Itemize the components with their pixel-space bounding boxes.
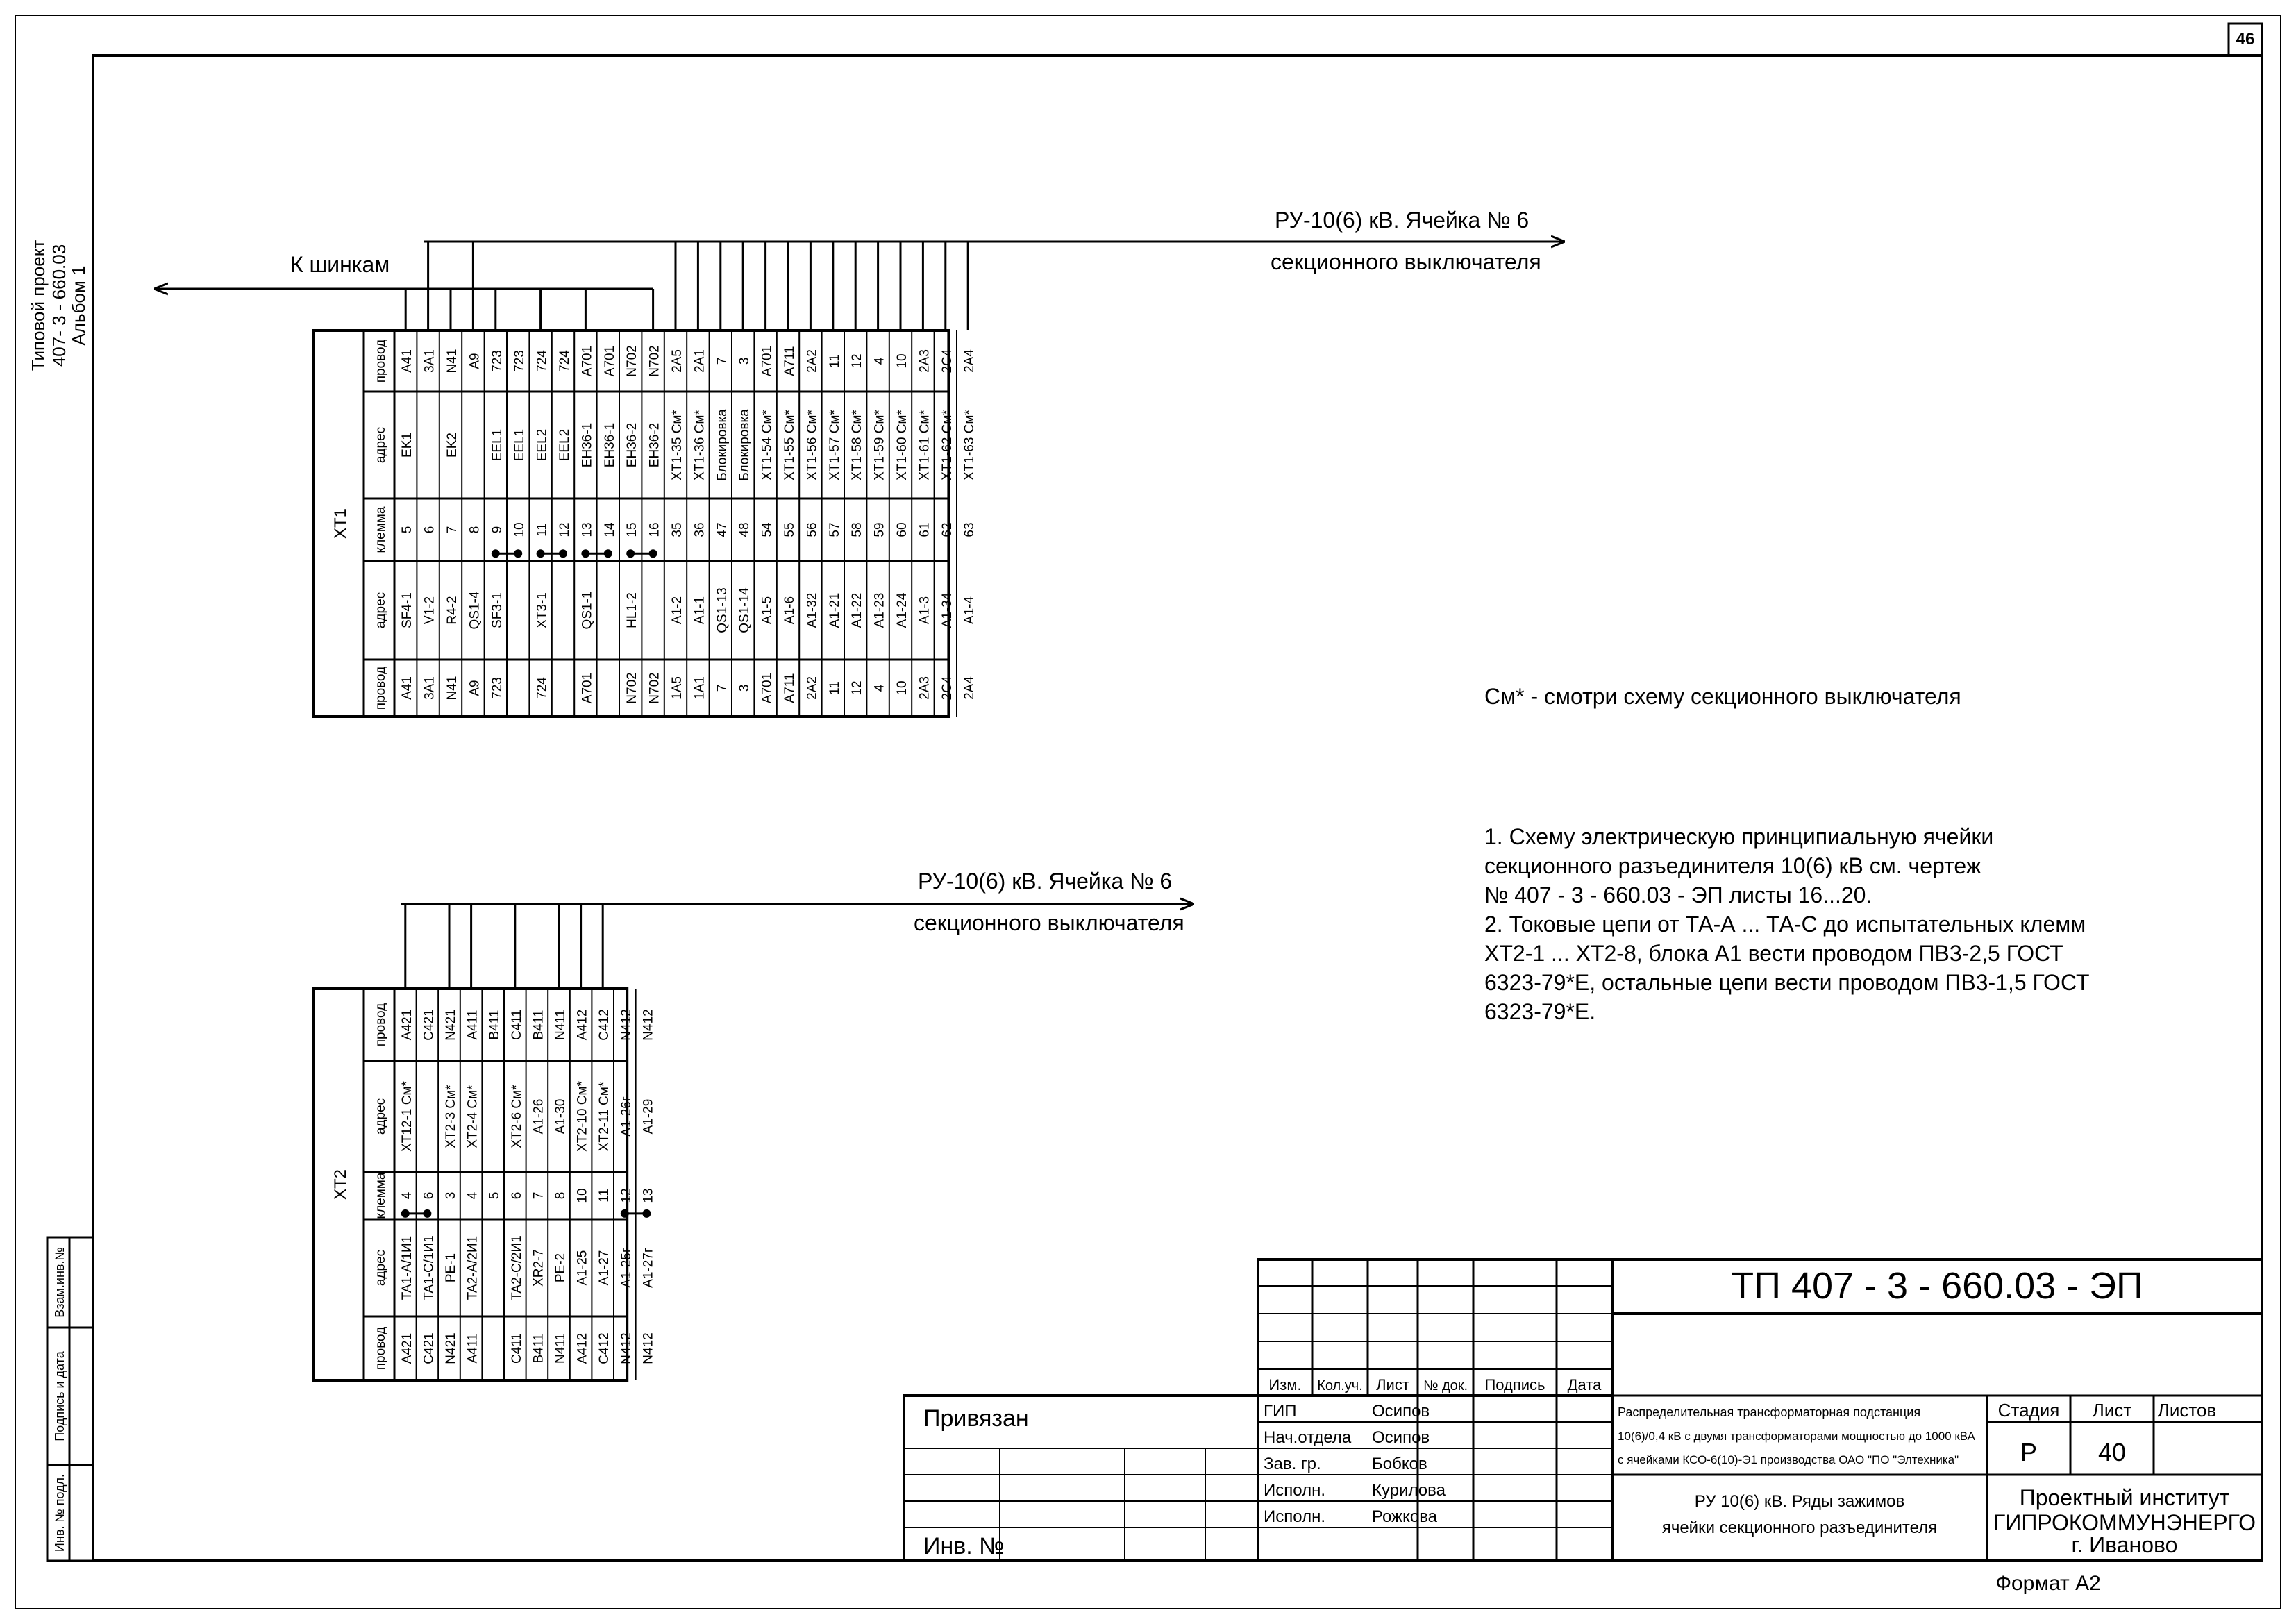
table-cell: XT1-56 См* [805, 410, 820, 480]
table-cell: 12 [850, 353, 865, 369]
table-cell: EK2 [445, 433, 460, 458]
column-header: адрес [374, 426, 388, 464]
table-cell: XT2-3 См* [444, 1085, 458, 1148]
table-cell: 2A3 [917, 676, 932, 700]
label-k-shinkam: К шинкам [290, 252, 390, 277]
jumper-dot [492, 549, 500, 558]
table-cell: 2A4 [962, 676, 978, 700]
table-cell: 12 [850, 680, 865, 696]
table-cell: 35 [670, 522, 685, 537]
table-cell: XT1-59 См* [872, 410, 887, 480]
column-header: адрес [374, 1098, 388, 1135]
table-cell: N421 [444, 1009, 458, 1041]
table-cell: 2A5 [670, 349, 685, 373]
table-cell: A701 [760, 345, 775, 377]
table-cell: N41 [445, 676, 460, 701]
privyazan: Привязан [923, 1405, 1029, 1432]
table-cell: EH36-2 [647, 422, 662, 468]
table-cell: XT1-62 См* [939, 410, 955, 480]
table-cell: XT1-60 См* [895, 410, 910, 480]
table-cell: 56 [805, 522, 820, 537]
jumper-dot [537, 549, 545, 558]
table-cell: XR2-7 [531, 1249, 546, 1287]
table-cell: 59 [872, 522, 887, 537]
table-cell: A1-27 [597, 1250, 612, 1286]
table-cell: A421 [399, 1332, 414, 1364]
table-cell: 14 [602, 522, 617, 537]
col-list: Лист [1376, 1376, 1409, 1393]
table-cell: 723 [512, 350, 528, 372]
column-header: адрес [374, 592, 388, 629]
table-cell: 54 [760, 522, 775, 537]
terminal-block-xt2 [314, 989, 655, 1380]
column-header: провод [374, 1003, 388, 1047]
table-cell: 3A1 [422, 676, 437, 700]
table-cell: XT2-6 См* [509, 1085, 524, 1148]
stamp-inventory-no: Инв. № подл. [53, 1473, 67, 1552]
table-cell: PE-2 [553, 1253, 568, 1283]
table-cell: 60 [895, 522, 910, 537]
note-line: 1. Схему электрическую принципиальную ячейки [1484, 824, 1994, 849]
drawing-code: ТП 407 - 3 - 660.03 - ЭП [1731, 1265, 2143, 1307]
table-cell: A1-22 [850, 592, 865, 628]
table-cell: 8 [467, 526, 483, 534]
table-cell: TA2-A/2И1 [465, 1235, 480, 1300]
column-header: клемма [374, 1172, 388, 1219]
note-line: 6323-79*Е. [1484, 999, 1596, 1024]
table-cell: A1-25 [575, 1250, 590, 1286]
table-cell: 58 [850, 522, 865, 537]
table-cell: 3 [444, 1191, 458, 1200]
table-cell: 62 [939, 522, 955, 537]
table-cell: A1-23 [872, 592, 887, 628]
table-cell: N412 [619, 1009, 634, 1041]
jumper-dot [401, 1209, 410, 1218]
org-line-3: г. Иваново [2071, 1532, 2178, 1557]
table-cell: 2A3 [917, 349, 932, 373]
role-person: Рожкова [1372, 1507, 1438, 1526]
col-kol-uch: Кол.уч. [1317, 1378, 1363, 1393]
table-cell: EH36-1 [580, 422, 595, 468]
table-cell: 9 [489, 526, 505, 534]
column-header: провод [374, 339, 388, 383]
table-cell: A1-27г [641, 1248, 656, 1288]
table-cell: 55 [782, 522, 797, 537]
table-cell: SF4-1 [400, 592, 415, 628]
table-cell: A1-5 [760, 596, 775, 625]
table-cell: XT1-55 См* [782, 410, 797, 480]
table-cell: A421 [399, 1009, 414, 1041]
table-cell: 4 [872, 357, 887, 365]
table-cell: QS1-14 [737, 587, 753, 633]
table-cell: C412 [597, 1332, 612, 1364]
table-cell: XT1-58 См* [850, 410, 865, 480]
table-cell: A1-4 [962, 596, 978, 625]
table-cell: XT1-36 См* [692, 410, 707, 480]
table-cell: 4 [465, 1191, 480, 1200]
table-cell: 7 [714, 357, 730, 365]
stage-label: Стадия [1997, 1400, 2060, 1421]
table-cell: N702 [625, 672, 640, 704]
table-cell: B411 [487, 1010, 503, 1040]
table-cell: 2A1 [692, 349, 707, 373]
general-notes [1484, 824, 2090, 1024]
table-cell: 10 [512, 522, 528, 537]
org-line-1: Проектный институт [2019, 1485, 2230, 1510]
jumper-dot [642, 1209, 651, 1218]
role-title: Зав. гр. [1264, 1455, 1321, 1473]
stage-value: Р [2020, 1438, 2038, 1466]
table-cell: 1A1 [692, 676, 707, 700]
left-margin-text [28, 240, 89, 371]
table-cell: N421 [444, 1332, 458, 1364]
inv-no: Инв. № [923, 1533, 1005, 1559]
table-cell: 11 [827, 681, 842, 695]
table-cell: A701 [760, 672, 775, 704]
stamp-signature-date: Подпись и дата [53, 1351, 67, 1441]
sheet-label: Лист [2092, 1400, 2132, 1421]
block-name: XT1 [331, 508, 350, 539]
table-frame [314, 989, 627, 1380]
table-cell: 2C4 [939, 676, 955, 701]
table-cell: EK1 [400, 433, 415, 458]
table-cell: N411 [553, 1009, 568, 1041]
table-cell: 11 [827, 354, 842, 368]
table-cell: 11 [535, 523, 550, 537]
table-cell: XT1-63 См* [962, 410, 978, 480]
jumper-dot [423, 1209, 431, 1218]
xt2-wire-leads [405, 904, 603, 989]
table-cell: A9 [467, 353, 483, 369]
table-cell: N702 [625, 345, 640, 377]
table-cell: C421 [421, 1009, 437, 1041]
table-cell: N412 [641, 1009, 656, 1041]
table-cell: R4-2 [445, 596, 460, 625]
table-cell: 7 [531, 1191, 546, 1200]
table-cell: 48 [737, 522, 753, 537]
table-cell: V1-2 [422, 596, 437, 625]
desc-line-1: Распределительная трансформаторная подстанция [1618, 1405, 1921, 1419]
table-cell: 61 [917, 522, 932, 537]
table-cell: 12 [558, 522, 572, 537]
table-cell: A41 [400, 676, 415, 700]
table-cell: Блокировка [737, 409, 753, 481]
sheets-label: Листов [2157, 1400, 2217, 1421]
table-cell: TA2-C/2И1 [509, 1235, 524, 1300]
table-cell: TA1-C/1И1 [421, 1235, 437, 1300]
table-cell: PE-1 [444, 1253, 458, 1283]
role-title: ГИП [1264, 1402, 1297, 1421]
table-cell: QS1-4 [467, 591, 483, 630]
table-cell: QS1-1 [580, 591, 595, 630]
table-cell: C411 [509, 1332, 524, 1364]
table-cell: 724 [558, 350, 572, 372]
jumper-dot [604, 549, 612, 558]
table-cell: 7 [445, 526, 460, 534]
margin-line-1: Типовой проект [28, 240, 49, 371]
jumper-dot [626, 549, 635, 558]
column-header: клемма [374, 506, 388, 553]
table-cell: XT12-1 См* [399, 1081, 414, 1152]
table-cell: 3 [737, 684, 753, 692]
table-cell: 13 [641, 1188, 656, 1203]
table-cell: EH36-1 [602, 422, 617, 468]
col-izm: Изм. [1268, 1376, 1302, 1393]
table-cell: TA1-A/1И1 [399, 1235, 414, 1300]
table-cell: N412 [641, 1332, 656, 1364]
table-cell: 3A1 [422, 349, 437, 373]
table-cell: A411 [465, 1333, 480, 1364]
margin-line-2: 407- 3 - 660.03 [49, 244, 69, 367]
table-cell: N41 [445, 349, 460, 374]
table-cell: 1A5 [670, 676, 685, 700]
drawing-frame [93, 56, 2262, 1561]
role-person: Бобков [1372, 1455, 1427, 1473]
table-cell: A41 [400, 349, 415, 373]
sheet-value: 40 [2097, 1438, 2127, 1466]
table-cell: A1-32 [805, 592, 820, 628]
table-cell: A1-30 [553, 1098, 568, 1135]
label-ru-cell-xt1: РУ-10(6) кВ. Ячейка № 6 [1275, 208, 1530, 233]
table-cell: EEL2 [535, 428, 550, 462]
table-cell: XT3-1 [535, 592, 550, 628]
table-cell: XT2-11 См* [597, 1081, 612, 1152]
note-line: секционного разъединителя 10(6) кВ см. чертеж [1484, 853, 1981, 878]
table-cell: A1-29 [641, 1098, 656, 1135]
role-title: Исполн. [1264, 1507, 1325, 1526]
block-name: XT2 [331, 1169, 350, 1200]
table-cell: 12 [619, 1188, 634, 1203]
table-cell: 724 [535, 350, 550, 372]
table-cell: A1-1 [692, 596, 707, 625]
table-cell: 5 [400, 526, 415, 534]
role-title: Нач.отдела [1264, 1428, 1352, 1447]
column-header: провод [374, 666, 388, 710]
table-cell: 723 [489, 350, 505, 372]
table-cell: A412 [575, 1009, 590, 1041]
note-line: 2. Токовые цепи от ТА-А ... ТА-С до испытательных клемм [1484, 912, 2086, 937]
org-line-2: ГИПРОКОММУНЭНЕРГО [1993, 1510, 2256, 1535]
table-cell: 2A2 [805, 676, 820, 700]
role-title: Исполн. [1264, 1481, 1325, 1500]
jumper-dot [514, 549, 522, 558]
xt1-wire-leads [405, 242, 968, 330]
stamp-replacement-inv: Взам.инв.№ [53, 1247, 67, 1318]
jumper-dot [649, 549, 657, 558]
table-cell: EEL1 [512, 428, 528, 462]
table-cell: B411 [531, 1333, 546, 1364]
table-cell: A1-21 [827, 592, 842, 628]
table-cell: 5 [487, 1191, 503, 1200]
role-person: Осипов [1372, 1402, 1430, 1421]
table-cell: 10 [895, 353, 910, 369]
table-cell: EEL1 [489, 428, 505, 462]
table-cell: N702 [647, 672, 662, 704]
table-cell: C421 [421, 1332, 437, 1364]
table-cell: 724 [535, 677, 550, 699]
table-cell: EH36-2 [625, 422, 640, 468]
table-cell: 10 [895, 680, 910, 696]
table-cell: 6 [509, 1191, 524, 1200]
table-cell: 11 [597, 1189, 612, 1203]
table-cell: XT1-57 См* [827, 410, 842, 480]
label-ru-cell-xt2: РУ-10(6) кВ. Ячейка № 6 [918, 869, 1173, 894]
table-cell: 723 [489, 677, 505, 699]
table-cell: A9 [467, 680, 483, 696]
table-cell: 6 [421, 1191, 437, 1200]
table-cell: SF3-1 [489, 592, 505, 628]
table-cell: A412 [575, 1332, 590, 1364]
jumper-dot [581, 549, 589, 558]
table-cell: 2A4 [962, 349, 978, 373]
table-cell: 10 [575, 1188, 590, 1203]
label-sv-cell-xt2: секционного выключателя [914, 910, 1184, 935]
table-cell: C411 [509, 1009, 524, 1041]
table-cell: N412 [619, 1332, 634, 1364]
table-cell: A1-26г [619, 1096, 634, 1137]
table-cell: A1-34 [939, 592, 955, 628]
note-line: 6323-79*Е, остальные цепи вести проводом ПВ3-1,5 ГОСТ [1484, 970, 2090, 995]
table-cell: Блокировка [714, 409, 730, 481]
table-cell: A701 [580, 345, 595, 377]
format-label: Формат А2 [1995, 1572, 2101, 1595]
jumper-dot [559, 549, 567, 558]
role-person: Осипов [1372, 1428, 1430, 1447]
table-cell: 8 [553, 1191, 568, 1200]
table-cell: 4 [399, 1191, 414, 1200]
column-header: адрес [374, 1249, 388, 1287]
table-cell: 57 [827, 522, 842, 537]
table-cell: A711 [782, 673, 797, 703]
table-cell: B411 [531, 1010, 546, 1040]
table-cell: 16 [647, 522, 662, 537]
col-doc-no: № док. [1423, 1378, 1468, 1393]
table-cell: A411 [465, 1010, 480, 1040]
table-cell: 47 [714, 522, 730, 537]
table-cell: 13 [580, 522, 595, 537]
table-cell: A701 [580, 672, 595, 704]
table-cell: A1-6 [782, 596, 797, 625]
table-cell: A1-26 [531, 1098, 546, 1135]
note-line: XT2-1 ... XT2-8, блока А1 вести проводом ПВ3-2,5 ГОСТ [1484, 941, 2063, 966]
table-cell: 63 [962, 522, 978, 537]
table-cell: 3 [737, 357, 753, 365]
table-cell: 2C4 [939, 349, 955, 374]
desc-line-3: с ячейками КСО-6(10)-Э1 производства ОАО "ПО "Элтехника" [1618, 1453, 1959, 1466]
table-cell: XT2-10 См* [575, 1081, 590, 1152]
signature-roles [1264, 1402, 1446, 1526]
table-cell: EEL2 [558, 428, 572, 462]
table-cell: XT1-54 См* [760, 410, 775, 480]
table-cell: A701 [602, 345, 617, 377]
table-cell: A1-3 [917, 596, 932, 625]
table-cell: HL1-2 [625, 592, 640, 628]
label-sv-cell-xt1: секционного выключателя [1271, 249, 1541, 274]
column-header: провод [374, 1326, 388, 1371]
table-cell: C412 [597, 1009, 612, 1041]
table-cell: A1-2 [670, 596, 685, 625]
note-line: № 407 - 3 - 660.03 - ЭП листы 16...20. [1484, 882, 1872, 907]
page-number: 46 [2236, 30, 2255, 49]
note-sm: См* - смотри схему секционного выключателя [1484, 684, 1961, 709]
table-cell: XT1-61 См* [917, 410, 932, 480]
desc-line-2: 10(6)/0,4 кВ с двумя трансформаторами мощностью до 1000 кВА [1618, 1430, 1975, 1443]
subtitle-line-2: ячейки секционного разъединителя [1661, 1518, 1938, 1537]
table-cell: XT2-4 См* [465, 1085, 480, 1148]
table-cell: A1-24 [895, 592, 910, 628]
table-cell: 7 [714, 684, 730, 692]
table-cell: XT1-35 См* [670, 410, 685, 480]
subtitle-line-1: РУ 10(6) кВ. Ряды зажимов [1694, 1492, 1905, 1511]
table-cell: 2A2 [805, 349, 820, 373]
table-cell: N411 [553, 1332, 568, 1364]
table-cell: A711 [782, 346, 797, 376]
table-cell: 4 [872, 684, 887, 692]
table-cell: 15 [625, 522, 640, 537]
table-cell: 36 [692, 522, 707, 537]
table-cell: A1-25г [619, 1248, 634, 1288]
terminal-block-xt1 [314, 330, 977, 717]
margin-line-3: Альбом 1 [68, 265, 89, 346]
table-cell: 6 [422, 526, 437, 534]
jumper-dot [621, 1209, 629, 1218]
col-date: Дата [1567, 1376, 1602, 1393]
col-signature: Подпись [1484, 1376, 1545, 1393]
table-cell: QS1-13 [714, 587, 730, 633]
table-cell: N702 [647, 345, 662, 377]
role-person: Курилова [1372, 1481, 1446, 1500]
